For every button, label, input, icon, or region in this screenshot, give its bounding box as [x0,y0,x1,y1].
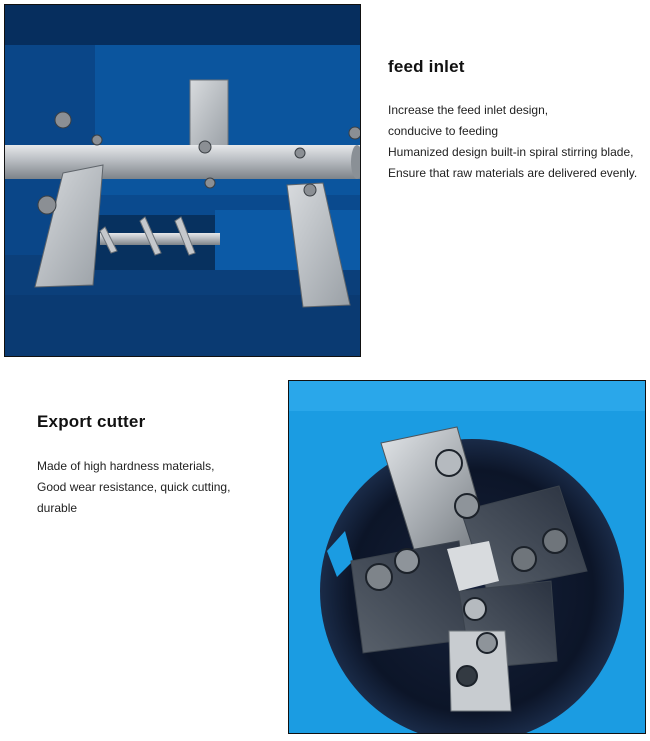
description-line: conducive to feeding [388,124,499,138]
export-cutter-title: Export cutter [37,412,146,431]
feed-inlet-description [388,100,646,184]
export-cutter-photo [288,380,646,734]
description-line: Made of high hardness materials, [37,459,215,473]
description-line: durable [37,501,78,515]
feed-inlet-photo [4,4,361,357]
export-cutter-description [37,456,282,519]
description-line: Humanized design built-in spiral stirring blade, [388,145,634,159]
description-line: Good wear resistance, quick cutting, [37,480,231,494]
description-line: Ensure that raw materials are delivered evenly. [388,166,638,180]
feed-inlet-title: feed inlet [388,57,465,76]
description-line: Increase the feed inlet design, [388,103,549,117]
